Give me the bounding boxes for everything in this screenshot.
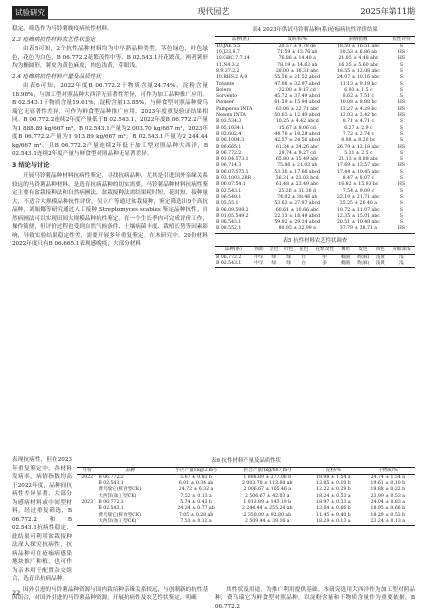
table-cell: S <box>388 69 415 75</box>
table-cell: 多 <box>311 261 338 268</box>
table-cell: 11.N4.3.2 <box>215 63 266 69</box>
table-cell: 71.59 ± 13.76 ab <box>266 50 329 56</box>
table-cell: 21.13 ± 8.88 abc <box>329 157 388 163</box>
table-cell: 32.00 ± 9.17 cd <box>266 88 329 94</box>
table-cell: 中 <box>311 254 338 261</box>
table-cell: 61.48 ± 23.49 abc <box>266 182 329 188</box>
table-cell: 大西洋(加工型CK) <box>97 494 163 500</box>
table-cell: B 03.534.3 <box>215 119 266 125</box>
table-cell: 8.47 ± 8.07 c <box>329 176 388 182</box>
table-cell: HS <box>388 145 415 151</box>
table-header-cell: 熟期 <box>251 247 266 254</box>
table-cell: 22.19 ± 21.71 abc <box>329 195 388 201</box>
table-cell: S <box>388 151 415 157</box>
table-cell: S <box>388 157 415 163</box>
table-cell: 大西洋(加工型CK) <box>97 519 163 526</box>
table-cell: 11.13 ± 9.19 bc <box>329 82 388 88</box>
table-cell: 11.45 ± 0.40 b <box>306 513 360 519</box>
table-cell: B 06.772.2 <box>97 500 163 506</box>
paragraph: 开展马铃薯品种材料抗病性鉴定，寻找抗病品种，尤其是引进国外亲缘关系较远的马铃薯品种材料，是选育抗病品种的切实需要。马铃薯品种材料抗病性鉴定主要有盆栽接种法和自然病圃法，盆栽接种法需结果耗时短、花时短、接种量大，不适合大规模品种抗性评价。吴立广等通过盆栽接种，鉴定筛选出9个高抗品种，刘振娜等研究通过人工接种 Streptomyces scabies 鉴定品种抗性。自然病圃法可以实现田间大规模品种抗性鉴定。在一个生长季内可完成评价工作，操作简便，但评价过程也受到自然气候条件、土壤病菌丰度、栽植长势等因素影响，导致实验结果稳定性差，需要开展多年重复鉴定。在本研究中，29份材料2022年度只有B 06.665.1表现感晚疫，大部分材料 <box>12 172 208 249</box>
table-cell: 37.79 ± 38.71 a <box>329 226 388 233</box>
section-heading-2-4: 2.4 疮痂病抗性材料产量及品质性状 <box>12 73 208 82</box>
table-row <box>215 261 415 268</box>
section-heading-3: 3 结论与讨论 <box>12 162 208 171</box>
table-cell: 6.01 ± 0.34 ab <box>164 481 228 487</box>
table-cell: 61.34 ± 34.26 abc <box>266 145 329 151</box>
table-cell: 24.34 ± 0.77 ab <box>164 506 228 512</box>
table-cell: S <box>388 189 415 195</box>
table-cell: 12.22 ± 0.29 b <box>306 487 360 493</box>
table-cell: 78.19 ± 14.63 ab <box>266 63 329 69</box>
table-cell: S <box>388 195 415 201</box>
left-column <box>12 25 208 249</box>
table-cell: B 08.552.1 <box>215 226 266 233</box>
table-cell: 17.69 ± 13.57 abc <box>329 163 388 169</box>
table-cell: 10.08 ± 8.88 bc <box>329 100 388 106</box>
table-cell: 10.RHS.2 A.9 <box>215 75 266 81</box>
paragraph: 由表6可知，2022年度B 06.772.2干物质含量24.74%，淀粉含量18.98%，与加工型对照品种大西洋无显著性差异，可作为加工品种推广应用。B 02.543.1干物质含量19.61%，淀粉含量13.85%，与鲜食型对照品种费乌瑞它无显著性差异，可作为鲜食型品种推广应用。2023年度重复验证结果相同。B 06.772.2连续2年度产量低于B 02.543.1，2022年度B 06.772.2产量为1 888.89 kg/667 m²，B 02.543.1产量为2 003.70 kg/667 m²，2023年度B 06.772.2产量为1 913.89 kg/667 m²，B 02.543.1产量为2 244.44 kg/667 m²，且B 06.772.2产量连续2年低于加工型对照品种大西洋，B 02.543.1连续2年度产量与鲜食型对照品种无显著差异。 <box>12 82 208 159</box>
table-header-cell: 干物质/% <box>361 467 415 474</box>
table-cell: 2 350.00 ± 92.80 ab <box>228 513 306 519</box>
table-cell: 浅黄 <box>373 254 388 261</box>
table-header-cell: 发病率/% <box>266 36 329 43</box>
table-cell: 8.9.37.2.2 <box>215 69 266 75</box>
table-cell: 53.63 ± 27.97 abcd <box>266 201 329 207</box>
table-cell: 61.59 ± 15.94 abcd <box>266 100 329 106</box>
table-cell: 黄(麻) <box>353 254 373 261</box>
table-header-cell: 品种 <box>97 467 163 474</box>
table-cell: 白 <box>296 261 311 268</box>
table-cell: 7.72 ± 2.74 c <box>329 132 388 138</box>
table-cell: S <box>388 63 415 69</box>
bottom-block <box>12 456 415 611</box>
table-cell: 10.JAE 5.5 <box>215 43 266 50</box>
table-cell: 黄(麻) <box>353 261 373 268</box>
table-cell: 5.11 ± 2.5 c <box>329 151 388 157</box>
table-cell: 45.72 ± 37.49 abcd <box>266 94 329 100</box>
table-cell: B 02.543.1 <box>97 506 163 512</box>
table-cell: B 06.543.1 <box>215 220 266 226</box>
table-cell <box>77 519 97 526</box>
table-cell: 12.03 ± 3.42 bc <box>329 113 388 119</box>
table-cell: 5.74 ± 0.43 b <box>164 500 228 506</box>
table-header-cell: 折合产量/(kg/667 m²) <box>228 467 306 474</box>
table-cell: B 06.772.2 <box>215 254 251 261</box>
journal-title: 现代园艺 <box>12 6 415 17</box>
table-cell: 8.62 ± 7.51 c <box>329 94 388 100</box>
section-heading-2-3: 2.3 疮痂病抗性材料农艺性状鉴定 <box>12 36 208 45</box>
table-cell: 25.26 ± 31.30 d <box>266 189 329 195</box>
table-cell: 30.53 ± 6.86 ab <box>329 50 388 56</box>
table-cell: S <box>388 220 415 226</box>
table-cell: 1 913.89 ± 143.19 b <box>228 500 306 506</box>
table-cell: HS <box>388 100 415 106</box>
table-cell: 10.J33.8.7 <box>215 50 266 56</box>
table-cell: S <box>388 126 415 132</box>
table-cell: 绿 <box>281 254 296 261</box>
table-cell: 80.95 ± 32.99 a <box>266 226 329 233</box>
table-cell: 绿 <box>281 261 296 268</box>
table-cell: 47.08 ± 32.97 abcd <box>266 82 329 88</box>
table-cell: B 06.714.3 <box>215 163 266 169</box>
table-cell: S <box>388 82 415 88</box>
table-cell: 17.44 ± 10.45 abc <box>329 170 388 176</box>
table-cell: B 01.04.573.1 <box>215 157 266 163</box>
table-header-cell: 花色 <box>296 247 311 254</box>
table-cell: 5.67 ± 0.83 b <box>164 474 228 481</box>
table-cell: 10.25 ± 4.42 abcd <box>266 119 329 125</box>
table-header-cell: 皮色 <box>353 247 373 254</box>
table-cell: 24.04 ± 0.83 a <box>361 500 415 506</box>
table-cell: 19.61 ± 0.10 b <box>361 481 415 487</box>
page-number: 22 <box>12 589 20 597</box>
table-cell: 18.97 ± 0.33 a <box>306 500 360 506</box>
table-cell: 7.54 ± 9.09 c <box>329 189 388 195</box>
table-header-cell: 品种(系) <box>215 36 266 43</box>
table-cell: S <box>388 132 415 138</box>
table-cell: HS <box>388 56 415 62</box>
table-header-cell: 淀粉/% <box>306 467 360 474</box>
table-cell: B 06.665.1 <box>215 145 266 151</box>
table-cell: 18.95 ± 0.66 b <box>361 506 415 512</box>
table-cell: B 06.549.1 <box>215 195 266 201</box>
table-cell: S <box>388 119 415 125</box>
table-cell: S <box>388 94 415 100</box>
table-header-cell: 病情指数 <box>329 36 388 43</box>
table6 <box>77 467 415 527</box>
table-cell: 2 006.67 ± 105.46 a <box>228 487 306 493</box>
table-header-cell: 小区产量/(kg/2 m²) <box>164 467 228 474</box>
table-cell: 29.74 ± 9.27 cd <box>266 151 329 157</box>
table-cell: B 01.05.549.2 <box>215 214 266 220</box>
paragraph: 国外引进的马铃薯品种资源与国内栽培种亲缘关系较远，与创制新的抗性基因组合，对国外引进的马铃薯品种资源，开展抗病性及农艺性状鉴定，明确 <box>12 586 208 611</box>
table-cell: 18.50 ± 16.51 abc <box>329 43 388 50</box>
table-cell: S <box>388 138 415 144</box>
section-badge: 试验研究 <box>12 6 48 19</box>
table-cell: 24.07 ± 10.16 abc <box>329 75 388 81</box>
table-header-cell: 品种(系) <box>215 247 251 254</box>
table-cell: 浅黄 <box>373 261 388 268</box>
table-cell: HS <box>388 163 415 169</box>
table-cell: 中早 <box>251 254 266 261</box>
table-cell: Sorvento <box>215 94 266 100</box>
table-cell: B 02.543.1 <box>97 481 163 487</box>
table-cell: S <box>388 88 415 94</box>
table-cell: B 03.602.4 <box>215 132 266 138</box>
paragraph: 表现抗病性，但在2023年重复鉴定中，各材料发病率、病情指数均高于2022年度，品种间抗病性差异显著，大部分为感病材料或中间型材料，经过重复筛选，B 06.772.2和B 02.543.1抗病性稳定，此结果可利用盆栽接种法深入探究抗病性，抗病品种可在疮痂病感染地块推广种植，也可作为亲本用于配置杂交组合，选育出抗病品种。 <box>12 456 72 584</box>
table-cell: 6.93 ± 1.5 c <box>329 88 388 94</box>
table-header-cell: 年份 <box>77 467 97 474</box>
table-cell: 7.53 ± 0.12 a <box>164 519 228 526</box>
table-cell: B 06.07.575.1 <box>215 170 266 176</box>
table-cell: Pampersa INTA <box>215 107 266 113</box>
table-cell: 13.85 ± 0.10 b <box>306 481 360 487</box>
table-cell: B 03.1003.2RR <box>215 176 266 182</box>
table-cell: 2022 <box>77 474 97 481</box>
table-cell: HS <box>388 50 415 56</box>
table-cell: 19.88 ± 0.22 b <box>361 487 415 493</box>
table-header-cell: 薯形 <box>338 247 353 254</box>
table5 <box>215 246 415 268</box>
table-cell: 20.57 ± 9.78 de <box>266 43 329 50</box>
table-cell: 42.57 ± 24.56 abcd <box>266 138 329 144</box>
table-cell: 59.92 ± 29.24 abcd <box>266 220 329 226</box>
issue-label: 2025年第11期 <box>360 6 415 17</box>
paragraph: 稳定，筛选作为马铃薯晚疫病抗性材料。 <box>12 25 208 34</box>
table-header-cell: 抗性评价 <box>388 36 415 43</box>
table-cell: 23.24 ± 0.13 a <box>361 519 415 526</box>
table-cell: B 06.09.509.2 <box>215 208 266 214</box>
table-header-cell: 芽眼深浅 <box>388 247 415 254</box>
table-cell: 20.51 ± 10.48 abc <box>329 220 388 226</box>
table-cell: 18.29 ± 0.52 b <box>361 513 415 519</box>
table-cell: 18.24 ± 0.53 a <box>306 494 360 500</box>
table-cell: 55.56 ± 21.52 abcd <box>266 75 329 81</box>
table6-caption: 表6 抗性材料产量及品质性状 <box>77 457 415 466</box>
table-cell: 浅 <box>388 261 415 268</box>
table-cell: 椭圆 <box>338 254 353 261</box>
paragraph: 其性状及用途，为推广利用提供基础。本研究选用大西洋作为加工型对照品种，费乌瑞它为鲜食型对照品种，以淀粉含量和干物质含量作为重要依据，B 06.772.2 <box>215 586 415 611</box>
table-header-cell: 叶色 <box>281 247 296 254</box>
header-rule <box>12 19 415 20</box>
table-cell: 19.72 ± 11.07 abc <box>329 208 388 214</box>
table-cell: 60.61 ± 10.66 abc <box>266 208 329 214</box>
table-cell: 53.36 ± 17.66 abcd <box>266 170 329 176</box>
table-cell: 15.67 ± 8.06 cd <box>266 126 329 132</box>
table-cell: 76.86 ± 14.40 a <box>266 56 329 62</box>
table-cell: 8.98 ± 8.20 bc <box>329 138 388 144</box>
table-cell: 22.13 ± 18.49 abcd <box>266 214 329 220</box>
table-cell: B 06.772.2 <box>215 151 266 157</box>
table-cell: 18.29 ± 0.13 a <box>306 519 360 526</box>
table5-caption: 表5 抗性材料农艺性状调查 <box>215 237 415 246</box>
table4 <box>215 36 415 234</box>
table-cell: 浅 <box>388 254 415 261</box>
table-cell: 28.00 ± 16.31 abc <box>266 69 329 75</box>
table-cell: S <box>388 75 415 81</box>
table-row <box>215 226 415 233</box>
table-cell: 18.98 ± 1.54 a <box>306 474 360 481</box>
table-cell: 16.82 ± 15.93 bc <box>329 182 388 188</box>
table-cell: B 05.1034.1 <box>215 126 266 132</box>
table-cell: 24.74 ± 1.54 a <box>361 474 415 481</box>
table-cell: 26.79 ± 12.18 abc <box>329 145 388 151</box>
table-cell: 10.GBC.7.7.14 <box>215 56 266 62</box>
table-cell: 50.63 ± 12.49 abcd <box>266 113 329 119</box>
table-row <box>77 519 415 526</box>
table-row <box>215 254 415 261</box>
table-cell: B 02.543.1 <box>215 189 266 195</box>
table-cell: B 06.1004.3 <box>215 138 266 144</box>
table-cell: 2 244.44 ± 255.24 ab <box>228 506 306 512</box>
table-cell: 2023 <box>77 500 97 506</box>
table-cell: 7.05 ± 0.28 ab <box>164 513 228 519</box>
table-cell: HS <box>388 113 415 119</box>
table-cell: 费乌瑞它(鲜食型CK) <box>97 513 163 519</box>
table-cell: S <box>388 176 415 182</box>
table-cell: 21.05 ± 4.48 abc <box>329 56 388 62</box>
table-header-cell: 花繁茂性 <box>311 247 338 254</box>
table-header-cell: 茎色 <box>266 247 281 254</box>
table-cell: 白 <box>296 254 311 261</box>
table-cell: S <box>388 208 415 214</box>
table-cell: 中早 <box>251 261 266 268</box>
table-cell: 23.99 ± 0.53 a <box>361 494 415 500</box>
table-cell: B 02.543.1 <box>215 261 251 268</box>
paragraph: 由表5可知，2个抗性品种材料均为中早熟品种类型，茎色绿色，叶色绿色，花色为白色，B 06.772.2花繁茂性中等，B 02.543.1开花繁茂。两者薯形均为椭圆形，薯皮为黄色麻皮，肉色浅黄，芽眼浅。 <box>12 45 208 71</box>
table-cell: Bolero <box>215 88 266 94</box>
table-cell: B 06.07.54.1 <box>215 182 266 188</box>
table-cell: 35.25 ± 26.40 a <box>329 201 388 207</box>
table-cell: B 06.772.2 <box>97 474 163 481</box>
table-cell: 13.04 ± 0.66 b <box>306 506 360 512</box>
table-cell: 费乌瑞它(鲜食型CK) <box>97 487 163 493</box>
table-cell: HS <box>388 182 415 188</box>
table-cell: 18.55 ± 12.08 abc <box>329 69 388 75</box>
table-cell: 13.27 ± 4.29 bc <box>329 107 388 113</box>
table-cell: 2 509.44 ± 39.16 a <box>228 519 306 526</box>
table-cell: S <box>388 170 415 176</box>
table-cell: S <box>388 43 415 50</box>
table-cell: B 05.55.1 <box>215 201 266 207</box>
table-header-cell: 肉色 <box>373 247 388 254</box>
table-cell: 16.35 ± 5.60 abc <box>329 63 388 69</box>
table-cell: 74.02 ± 38.46 ab <box>266 195 329 201</box>
table-cell: HS <box>388 107 415 113</box>
right-column <box>215 25 415 268</box>
table-cell: 63.06 ± 22.71 abc <box>266 107 329 113</box>
table-cell: HS <box>388 226 415 233</box>
table-cell: S <box>388 214 415 220</box>
table-cell: 绿 <box>266 254 281 261</box>
table-cell: Newen INTA <box>215 113 266 119</box>
table-cell: 2 506.67 ± 42.03 a <box>228 494 306 500</box>
table-cell: 1 888.89 ± 277.06 b <box>228 474 306 481</box>
table-cell: 6.27 ± 2.9 c <box>329 126 388 132</box>
table-cell: 8.71 ± 4.71 c <box>329 119 388 125</box>
table-cell: S <box>388 201 415 207</box>
table-cell: 2 003.70 ± 113.68 ab <box>228 481 306 487</box>
table-cell: Tréante <box>215 82 266 88</box>
table-cell: 绿 <box>266 261 281 268</box>
table-cell: 椭圆 <box>338 261 353 268</box>
page-header <box>12 6 415 20</box>
table-cell: Pioneer <box>215 100 266 106</box>
table-cell: 24.72 ± 0.32 a <box>164 487 228 493</box>
table-cell: 12.35 ± 15.01 abc <box>329 214 388 220</box>
table-cell: 44.78 ± 18.28 abcd <box>266 132 329 138</box>
table-cell: 36.31 ± 23.03 bcd <box>266 176 329 182</box>
table-cell: 7.52 ± 0.13 a <box>164 494 228 500</box>
table-cell: 65.80 ± 15.49 abc <box>266 157 329 163</box>
table-cell: 75.86 ± 21.03 ab <box>266 163 329 169</box>
table4-caption: 表4 2023年供试马铃薯品种(系)疮痂病抗性评价结果 <box>215 26 415 35</box>
